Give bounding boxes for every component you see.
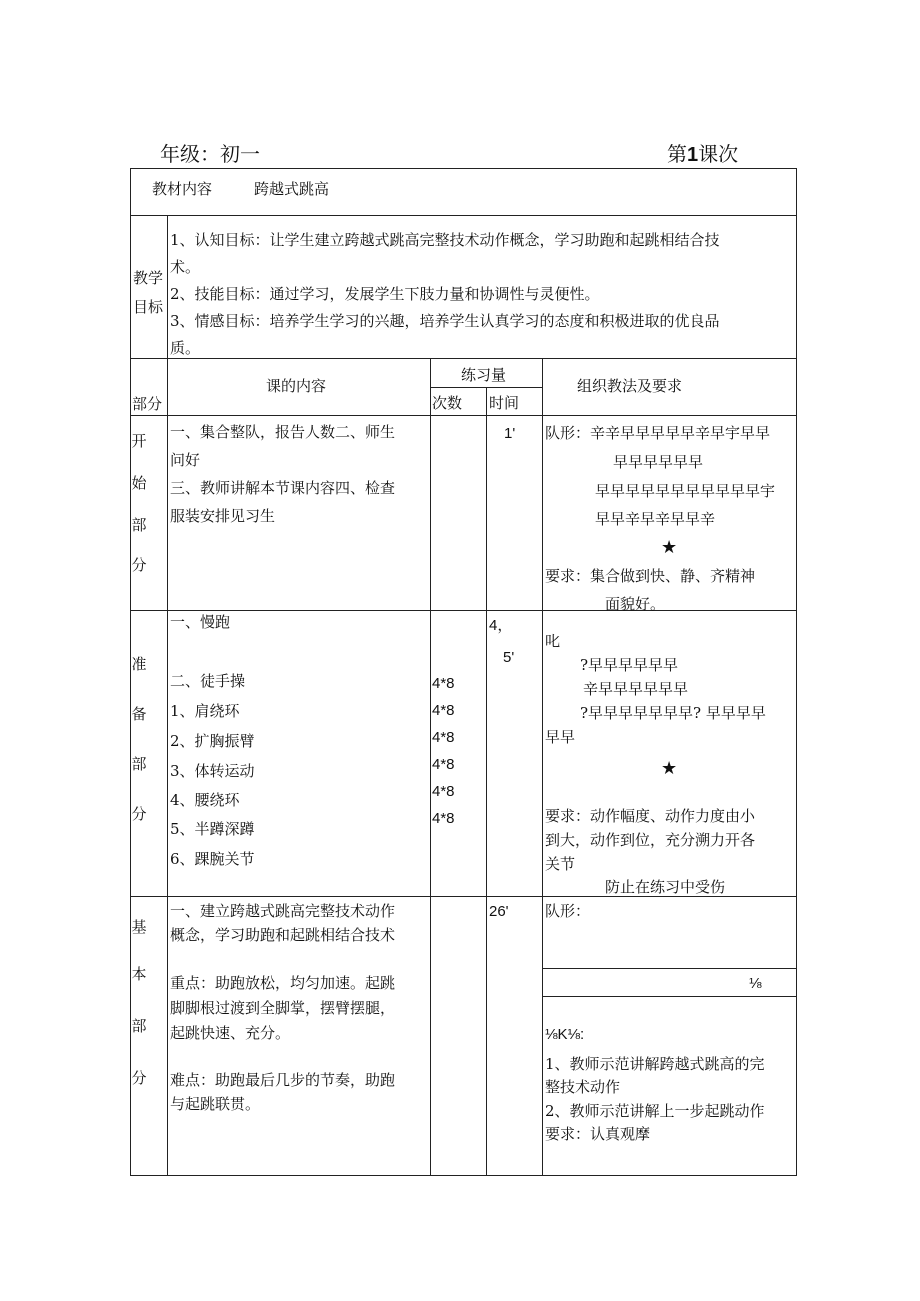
basic-content-line: 重点：助跑放松，均匀加速。起跳: [170, 974, 396, 992]
head-times: 次数: [432, 394, 463, 412]
head-part: 部分: [132, 395, 163, 413]
prep-formation-line: 早早: [545, 728, 576, 746]
start-formation-line: 早早早早早早早早早早早宇: [595, 482, 776, 500]
basic-method-line: 2、教师示范讲解上一步起跳动作: [545, 1102, 765, 1120]
prep-content-line: 二、徒手操: [170, 672, 246, 690]
prep-content-line: 5、半蹲深蹲: [170, 820, 255, 838]
prep-content-line: 3、体转运动: [170, 762, 255, 780]
start-label: 部: [131, 516, 147, 534]
prep-content-line: 6、踝腕关节: [170, 850, 255, 868]
start-label: 分: [131, 556, 147, 574]
material-label: 教材内容: [152, 180, 213, 198]
prep-content-line: 4、腰绕环: [170, 791, 240, 809]
basic-label: 分: [131, 1069, 147, 1087]
prep-label: 备: [131, 705, 147, 723]
start-duration: 1': [504, 425, 516, 442]
basic-content-line: 难点：助跑最后几步的节奏，助跑: [170, 1071, 396, 1089]
start-requirement: 面貌好。: [605, 595, 666, 613]
start-content-line: 服装安排见习生: [170, 507, 276, 525]
head-practice: 练习量: [461, 366, 507, 384]
prep-requirement: 防止在练习中受伤: [605, 878, 726, 896]
basic-content-line: 脚脚根过渡到全脚掌，摆臂摆腿，: [170, 999, 396, 1017]
prep-times: 4*8: [432, 729, 455, 746]
basic-method-line: 1、教师示范讲解跨越式跳高的完: [545, 1055, 765, 1073]
head-duration: 时间: [489, 394, 520, 412]
prep-duration: 5': [503, 649, 515, 666]
basic-formation: 队形：: [545, 902, 591, 920]
basic-label: 本: [131, 965, 147, 983]
prep-formation-line: 辛早早早早早早: [583, 680, 689, 698]
basic-content-line: 概念，学习助跑和起跳相结合技术: [170, 926, 396, 944]
prep-times: 4*8: [432, 756, 455, 773]
basic-content-line: 与起跳联贯。: [170, 1095, 261, 1113]
prep-label: 分: [131, 805, 147, 823]
grade-label: 年级：初一: [160, 142, 260, 166]
basic-content-line: 一、建立跨越式跳高完整技术动作: [170, 902, 396, 920]
prep-content-line: 2、扩胸振臂: [170, 732, 255, 750]
prep-requirement: 要求：动作幅度、动作力度由小: [545, 807, 756, 825]
objective-line: 质。: [170, 339, 201, 357]
lesson-number: 第1课次: [667, 142, 739, 166]
basic-label: 部: [131, 1017, 147, 1035]
prep-requirement: 关节: [545, 855, 576, 873]
prep-label: 部: [131, 755, 147, 773]
prep-content-line: 一、慢跑: [170, 613, 231, 631]
start-formation-line: 队形：辛辛早早早早早辛早宇早早: [545, 424, 771, 442]
teacher-star-icon: ★: [661, 537, 678, 558]
basic-method-line: 要求：认真观摩: [545, 1125, 651, 1143]
prep-times: 4*8: [432, 783, 455, 800]
head-method: 组织教法及要求: [577, 377, 683, 395]
basic-method-line: ⅛K⅛:: [545, 1026, 585, 1043]
prep-formation-line: ?早早早早早早早? 早早早早: [580, 704, 766, 722]
objective-line: 3、情感目标：培养学生学习的兴趣，培养学生认真学习的态度和积极进取的优良品: [170, 312, 720, 330]
objectives-label-1: 教学: [133, 269, 164, 287]
prep-content-line: 1、肩绕环: [170, 702, 240, 720]
objective-line: 2、技能目标：通过学习，发展学生下肢力量和协调性与灵便性。: [170, 285, 600, 303]
start-label: 开: [131, 432, 147, 450]
prep-times: 4*8: [432, 675, 455, 692]
start-label: 始: [131, 474, 147, 492]
material-value: 跨越式跳高: [254, 180, 330, 198]
prep-requirement: 到大，动作到位，充分溯力开各: [545, 831, 756, 849]
head-content: 课的内容: [266, 377, 327, 395]
teacher-star-icon: ★: [661, 758, 678, 779]
basic-fraction: ⅛: [749, 975, 762, 992]
start-content-line: 问好: [170, 451, 201, 469]
start-content-line: 一、集合整队，报告人数二、师生: [170, 423, 396, 441]
prep-times: 4*8: [432, 702, 455, 719]
prep-formation-line: ?早早早早早早: [580, 656, 679, 674]
objectives-label-2: 目标: [133, 298, 164, 316]
basic-label: 基: [131, 918, 147, 936]
start-formation-line: 早早早早早早: [613, 453, 704, 471]
prep-duration: 4，: [489, 617, 513, 634]
basic-content-line: 起跳快速、充分。: [170, 1024, 291, 1042]
basic-duration: 26': [489, 903, 509, 920]
start-content-line: 三、教师讲解本节课内容四、检查: [170, 479, 396, 497]
start-formation-line: 早早辛早辛早早辛: [595, 510, 716, 528]
prep-formation-line: 叱: [545, 632, 561, 650]
basic-method-line: 整技术动作: [545, 1078, 621, 1096]
objective-line: 1、认知目标：让学生建立跨越式跳高完整技术动作概念，学习助跑和起跳相结合技: [170, 231, 720, 249]
objective-line: 术。: [170, 258, 201, 276]
prep-label: 准: [131, 655, 147, 673]
prep-times: 4*8: [432, 810, 455, 827]
start-requirement: 要求：集合做到快、静、齐精神: [545, 567, 756, 585]
